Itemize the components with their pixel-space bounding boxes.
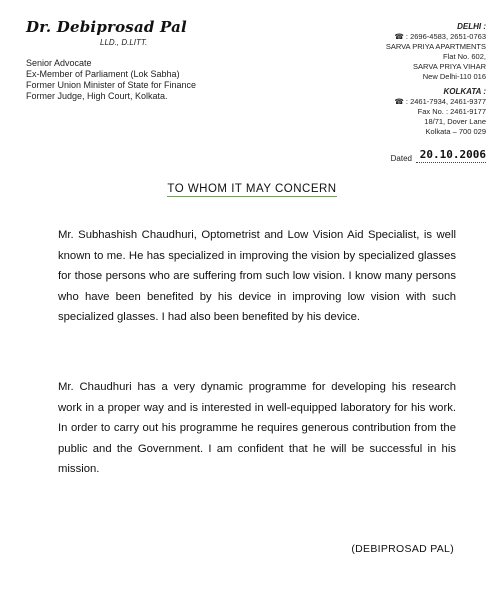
delhi-address-line: SARVA PRIYA APARTMENTS: [385, 42, 486, 51]
delhi-phone: ☎ : 2696-4583, 2651-0763: [394, 32, 486, 41]
kolkata-address-line: Kolkata – 700 029: [425, 127, 486, 136]
letterhead-name: Dr. Debiprosad Pal: [26, 18, 187, 36]
kolkata-address-line: 18/71, Dover Lane: [424, 117, 486, 126]
delhi-address-line: Flat No. 602,: [443, 52, 486, 61]
dated-value: 20.10.2006: [419, 148, 486, 161]
credential-line: Former Judge, High Court, Kolkata.: [26, 91, 168, 101]
signoff: (DEBIPROSAD PAL): [351, 543, 454, 555]
kolkata-phone: ☎ : 2461-7934, 2461-9377: [394, 97, 486, 106]
letterhead-credentials: [26, 58, 196, 102]
delhi-city-label: DELHI :: [457, 22, 486, 31]
letter-paragraph-1: Mr. Subhashish Chaudhuri, Optometrist and Low Vision Aid Specialist, is well known to me. He has specialized in improving the vision by specialized glasses for those persons who are suffering from such low vision. I know many persons who have been benefited by his device in improving low vision with such specialized glasses. I had also been benefited by his device.: [58, 229, 456, 323]
credential-line: Ex-Member of Parliament (Lok Sabha): [26, 69, 180, 79]
kolkata-fax: Fax No. : 2461-9177: [417, 107, 486, 116]
letter-paragraph-2: Mr. Chaudhuri has a very dynamic programme for developing his research work in a proper way and is interested in well-equipped laboratory for his work. In order to carry out his programme he requires generous contribution from the public and the Government. I am confident that he will be successful in his mission.: [58, 381, 456, 475]
dated-label: Dated: [390, 154, 412, 163]
dated-line: [416, 150, 486, 163]
letter-heading: [0, 183, 504, 195]
delhi-address-line: New Delhi-110 016: [422, 72, 486, 81]
credential-line: Senior Advocate: [26, 58, 92, 68]
credential-line: Former Union Minister of State for Finance: [26, 80, 197, 90]
kolkata-address: [395, 87, 487, 137]
dated-row: [391, 150, 486, 163]
kolkata-city-label: KOLKATA :: [443, 87, 486, 96]
letter-heading-text: TO WHOM IT MAY CONCERN: [167, 183, 337, 195]
letterhead-degrees: LLD., D.LITT.: [100, 38, 148, 47]
delhi-address-line: SARVA PRIYA VIHAR: [413, 62, 486, 71]
delhi-address: [386, 22, 486, 82]
